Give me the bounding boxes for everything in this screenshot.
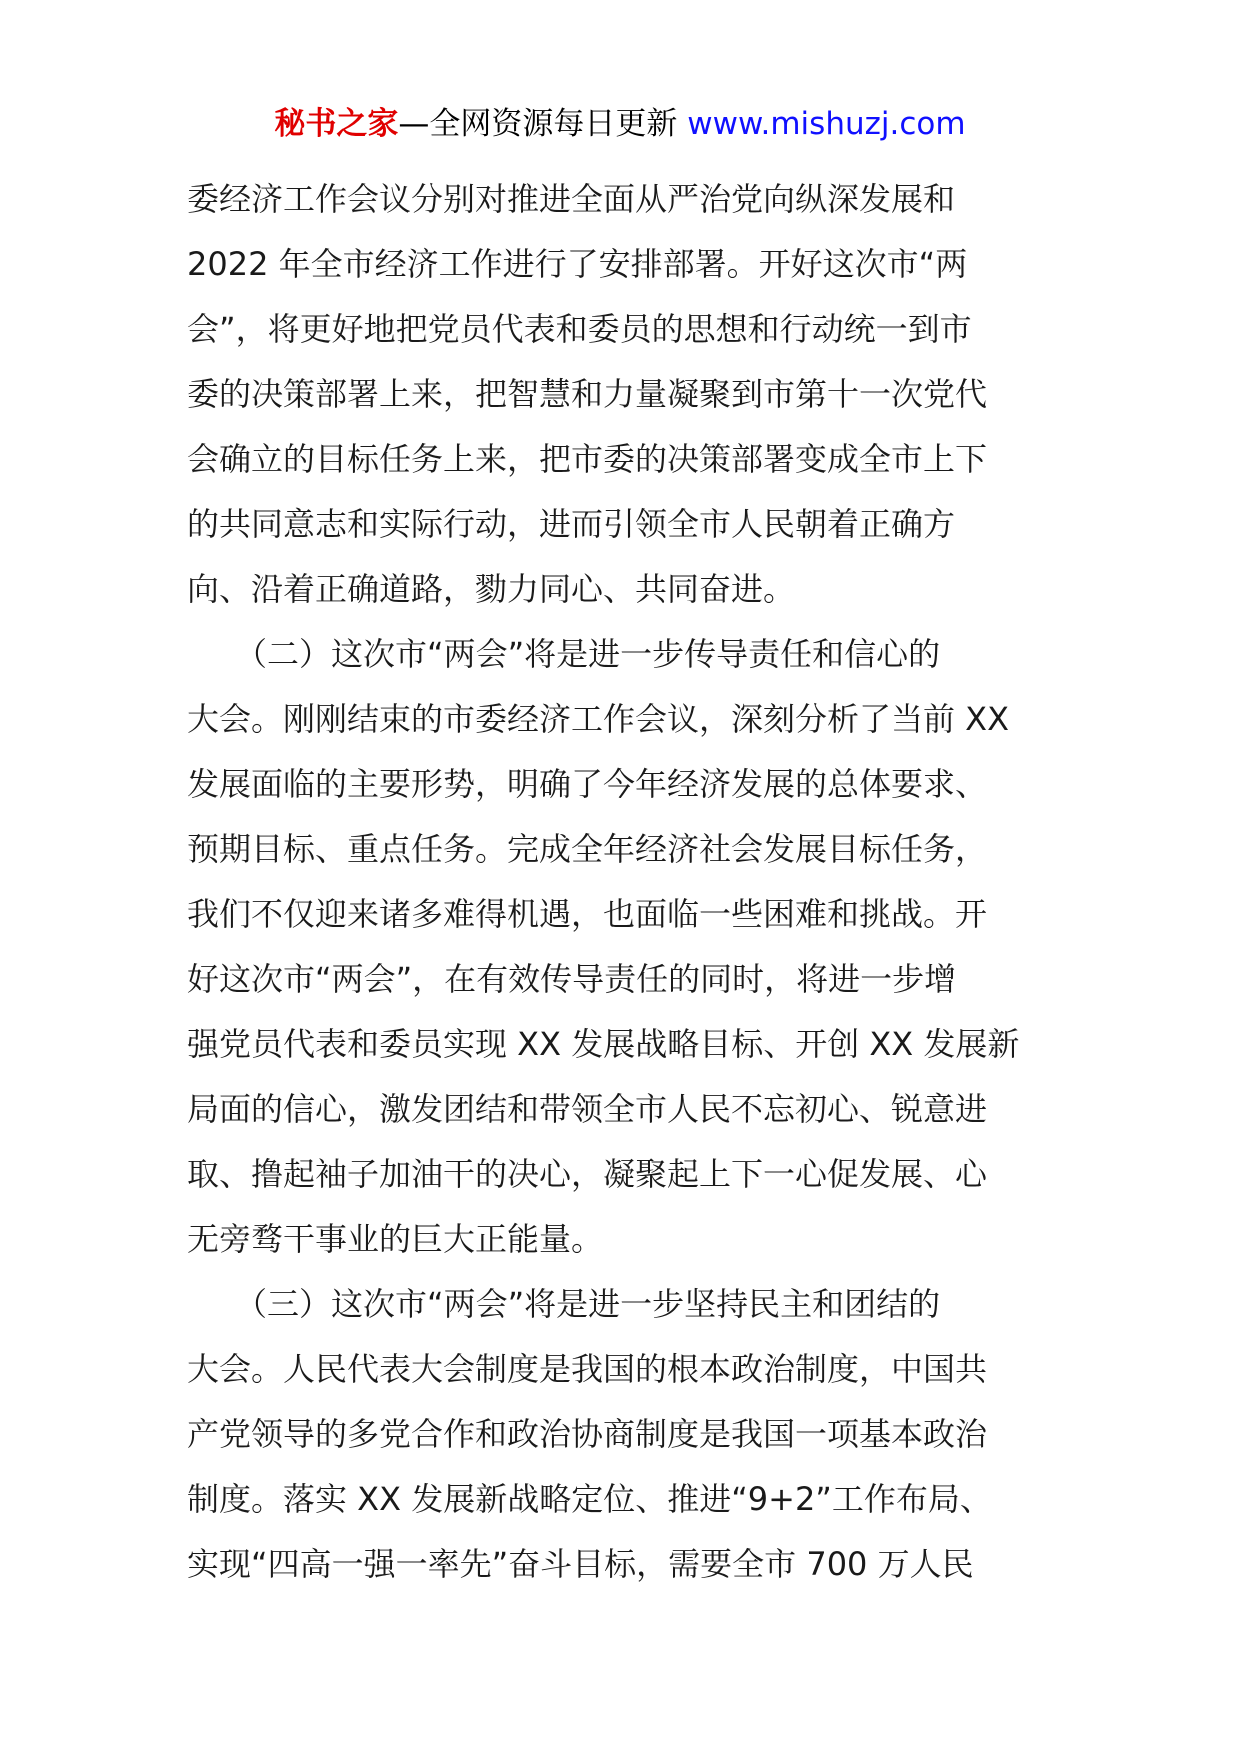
text-line: 好这次市“两会”，在有效传导责任的同时，将进一步增: [187, 960, 957, 998]
text-line: 强党员代表和委员实现 XX 发展战略目标、开创 XX 发展新: [187, 1025, 1020, 1063]
text-line: 大会。刚刚结束的市委经济工作会议，深刻分析了当前 XX: [187, 700, 1010, 738]
text-line: 局面的信心，激发团结和带领全市人民不忘初心、锐意进: [187, 1090, 988, 1128]
text-line: 无旁骛干事业的巨大正能量。: [187, 1220, 604, 1258]
header-tagline: —全网资源每日更新: [398, 106, 688, 142]
section-heading-line: （二）这次市“两会”将是进一步传导责任和信心的: [187, 635, 941, 673]
text-line: 会确立的目标任务上来，把市委的决策部署变成全市上下: [187, 440, 988, 478]
text-line: 制度。落实 XX 发展新战略定位、推进“9+2”工作布局、: [187, 1480, 992, 1518]
header-brand: 秘书之家: [274, 106, 399, 142]
text-line: 2022 年全市经济工作进行了安排部署。开好这次市“两: [187, 245, 968, 283]
text-line: 的共同意志和实际行动，进而引领全市人民朝着正确方: [187, 505, 956, 543]
section-heading-line: （三）这次市“两会”将是进一步坚持民主和团结的: [187, 1285, 941, 1323]
text-line: 实现“四高一强一率先”奋斗目标，需要全市 700 万人民: [187, 1545, 974, 1583]
text-line: 会”，将更好地把党员代表和委员的思想和行动统一到市: [187, 310, 972, 348]
text-line: 预期目标、重点任务。完成全年经济社会发展目标任务，: [187, 830, 988, 868]
text-line: 取、撸起袖子加油干的决心，凝聚起上下一心促发展、心: [187, 1155, 988, 1193]
header-url-link[interactable]: www.mishuzj.com: [687, 106, 966, 142]
text-line: 发展面临的主要形势，明确了今年经济发展的总体要求、: [187, 765, 988, 803]
text-line: 向、沿着正确道路，勠力同心、共同奋进。: [187, 570, 796, 608]
text-line: 委经济工作会议分别对推进全面从严治党向纵深发展和: [187, 180, 956, 218]
text-line: 产党领导的多党合作和政治协商制度是我国一项基本政治: [187, 1415, 988, 1453]
text-line: 委的决策部署上来，把智慧和力量凝聚到市第十一次党代: [187, 375, 988, 413]
text-line: 大会。人民代表大会制度是我国的根本政治制度，中国共: [187, 1350, 988, 1388]
text-line: 我们不仅迎来诸多难得机遇，也面临一些困难和挑战。开: [187, 895, 988, 933]
page-header: [0, 104, 1240, 144]
document-body: [187, 167, 1057, 1597]
